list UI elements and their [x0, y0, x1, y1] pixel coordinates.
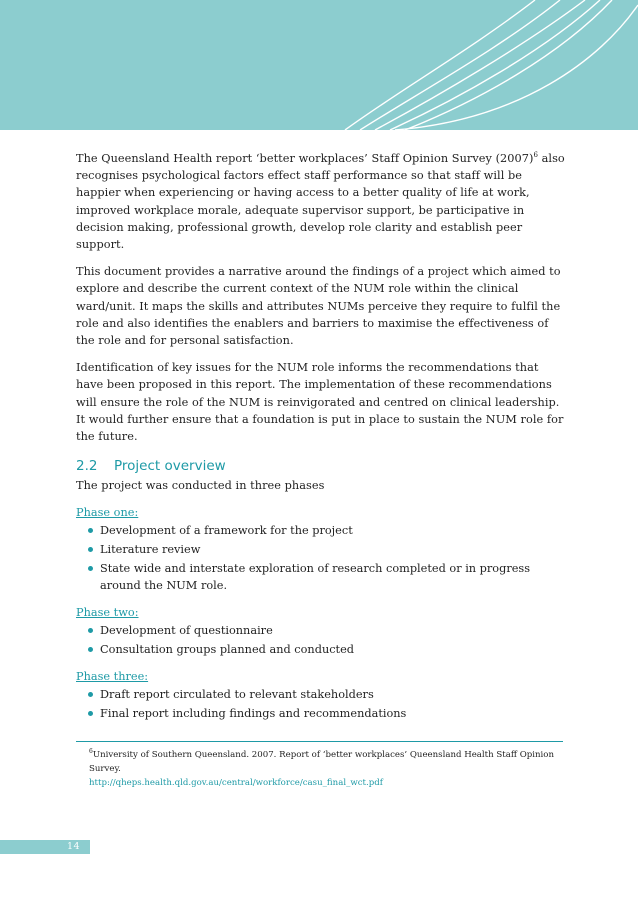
list-item: Draft report circulated to relevant stakeholders	[88, 686, 566, 703]
list-item: Development of a framework for the project	[88, 522, 566, 539]
list-item: Final report including findings and recommendations	[88, 705, 566, 722]
phase-block-two	[76, 604, 566, 658]
decorative-arcs-graphic	[0, 0, 638, 130]
list-item: State wide and interstate exploration of research completed or in progress around the NUM role.	[88, 560, 566, 594]
intro-paragraph-3: Identification of key issues for the NUM role informs the recommendations that have been proposed in this report. The implementation of these recommendations will ensure the role of the NUM is reinvigorated and centred on clinical leadership. It would further ensure that a foundation is put in place to sustain the NUM role for the future.	[76, 361, 564, 444]
phase-list	[76, 686, 566, 722]
phase-list	[76, 522, 566, 594]
footnote	[89, 748, 564, 790]
header-band	[0, 0, 638, 130]
main-content	[76, 150, 566, 724]
section-heading	[76, 457, 566, 475]
phase-list	[76, 622, 566, 658]
footnote-divider	[76, 741, 563, 742]
section-number: 2.2	[76, 458, 98, 475]
footnote-ref: 6	[533, 151, 538, 160]
phase-block-three	[76, 668, 566, 722]
page-number: 14	[67, 841, 81, 852]
section-intro: The project was conducted in three phases	[76, 479, 325, 493]
phase-label: Phase one:	[76, 506, 139, 520]
intro-paragraph-2: This document provides a narrative around the findings of a project which aimed to explore and describe the current context of the NUM role within the clinical ward/unit. It maps the skills and attributes NUMs perceive they require to fulfil the role and also identifies the enablers and barriers to maximise the effectiveness of the role and for personal satisfaction.	[76, 265, 561, 348]
footnote-link[interactable]: http://qheps.health.qld.gov.au/central/workforce/casu_final_wct.pdf	[89, 778, 383, 788]
footnote-text: $^6$University of Southern Queensland. 2007. Report of ‘better workplaces’ Queensland Health Staff Opinion Survey.	[89, 748, 554, 774]
list-item: Literature review	[88, 541, 566, 558]
phase-label: Phase three:	[76, 670, 149, 684]
list-item: Consultation groups planned and conducted	[88, 641, 566, 658]
intro-paragraph-1: The Queensland Health report ‘better workplaces’ Staff Opinion Survey $(2007)^6$ also recognises psychological factors effect staff performance so that staff will be happier when experiencing or having access to a better quality of life at work, improved workplace morale, adequate supervisor support, be participative in decision making, professional growth, develop role clarity and establish peer support.	[76, 151, 565, 252]
section-title: Project overview	[114, 458, 226, 475]
footnote-marker: 6	[89, 748, 93, 756]
phase-block-one	[76, 504, 566, 594]
phase-label: Phase two:	[76, 606, 139, 620]
list-item: Development of questionnaire	[88, 622, 566, 639]
